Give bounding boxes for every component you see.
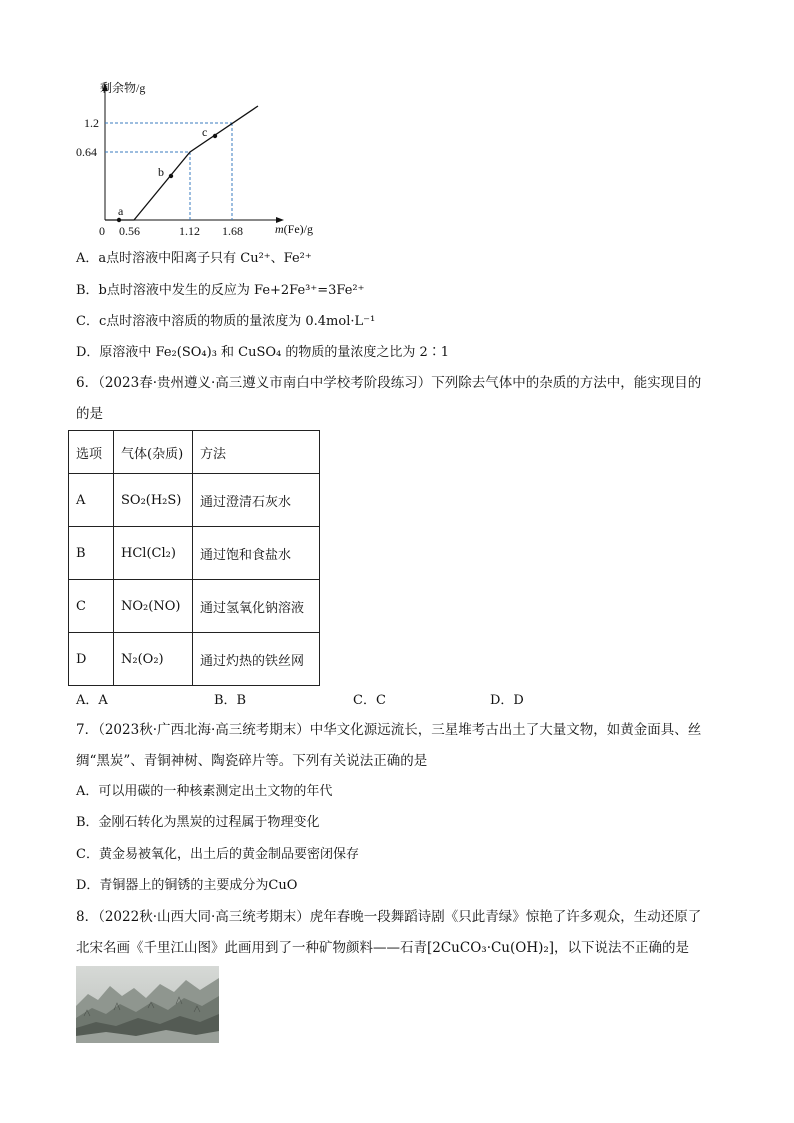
table-cell: SO₂(H₂S) (114, 474, 193, 527)
table-header-row (69, 431, 320, 474)
origin-label: 0 (99, 224, 105, 238)
q5-option-b: B．b点时溶液中发生的反应为 Fe+2Fe³⁺=3Fe²⁺ (76, 283, 365, 298)
table-cell: C (69, 580, 114, 633)
q6-stem-line1: 6．（2023春·贵州遵义·高三遵义市南白中学校考阶段练习）下列除去气体中的杂质的方法中，能实现目的 (76, 375, 702, 391)
point-c (213, 134, 217, 138)
q8-stem-line2: 北宋名画《千里江山图》此画用到了一种矿物颜料——石青[2CuCO₃·Cu(OH)₂]，以下说法不正确的是 (76, 940, 690, 956)
q8-stem-line1: 8．（2022秋·山西大同·高三统考期末）虎年春晚一段舞蹈诗剧《只此青绿》惊艳了许多观众，生动还原了 (76, 909, 702, 925)
table-cell: 通过氢氧化钠溶液 (193, 580, 320, 633)
residue-vs-iron-graph (70, 78, 340, 238)
table-cell: HCl(Cl₂) (114, 527, 193, 580)
q7-stem-line2: 绸“黑炭”、青铜神树、陶瓷碎片等。下列有关说法正确的是 (76, 753, 428, 769)
point-b-label: b (158, 165, 164, 179)
point-a-label: a (118, 204, 124, 218)
table-cell: A (69, 474, 114, 527)
table-cell: NO₂(NO) (114, 580, 193, 633)
q7-stem-line1: 7．（2023秋·广西北海·高三统考期末）中华文化源远流长，三星堆考古出土了大量文物，如黄金面具、丝 (76, 722, 702, 738)
table-cell: B (69, 527, 114, 580)
table-row (69, 527, 320, 580)
q6-stem-line2: 的是 (76, 406, 103, 422)
q6-choice-b: B．B (214, 693, 247, 708)
table-cell: D (69, 633, 114, 686)
table-cell: 通过饱和食盐水 (193, 527, 320, 580)
x-axis-label: m(Fe)/g (275, 222, 313, 236)
q7-option-a: A．可以用碳的一种核素测定出土文物的年代 (76, 784, 333, 799)
point-c-label: c (202, 125, 208, 139)
table-header-cell: 气体(杂质) (114, 431, 193, 474)
table-cell: N₂(O₂) (114, 633, 193, 686)
q6-choice-c: C．C (353, 693, 386, 708)
point-a (117, 218, 121, 222)
xtick-1.12: 1.12 (179, 224, 200, 238)
q7-option-c: C．黄金易被氧化，出土后的黄金制品要密闭保存 (76, 847, 359, 862)
table-cell: 通过澄清石灰水 (193, 474, 320, 527)
q5-option-a: A．a点时溶液中阳离子只有 Cu²⁺、Fe²⁺ (76, 251, 312, 266)
ytick-0.64: 0.64 (76, 145, 97, 159)
table-row (69, 633, 320, 686)
q7-option-d: D．青铜器上的铜锈的主要成分为CuO (76, 878, 298, 893)
q6-choice-a: A．A (76, 693, 108, 708)
table-header-cell: 选项 (69, 431, 114, 474)
q6-choice-d: D．D (490, 693, 524, 708)
point-b (169, 174, 173, 178)
table-row (69, 474, 320, 527)
table-cell: 通过灼热的铁丝网 (193, 633, 320, 686)
table-header-cell: 方法 (193, 431, 320, 474)
q6-options-table (68, 430, 320, 686)
y-axis-label: 剩余物/g (100, 81, 146, 95)
xtick-0.56: 0.56 (119, 224, 140, 238)
landscape-painting-image (76, 966, 219, 1043)
q5-option-c: C．c点时溶液中溶质的物质的量浓度为 0.4mol·L⁻¹ (76, 314, 376, 329)
ytick-1.2: 1.2 (84, 116, 99, 130)
q5-option-d: D．原溶液中 Fe₂(SO₄)₃ 和 CuSO₄ 的物质的量浓度之比为 2∶1 (76, 345, 450, 360)
q7-option-b: B．金刚石转化为黑炭的过程属于物理变化 (76, 815, 320, 830)
xtick-1.68: 1.68 (222, 224, 243, 238)
table-row (69, 580, 320, 633)
